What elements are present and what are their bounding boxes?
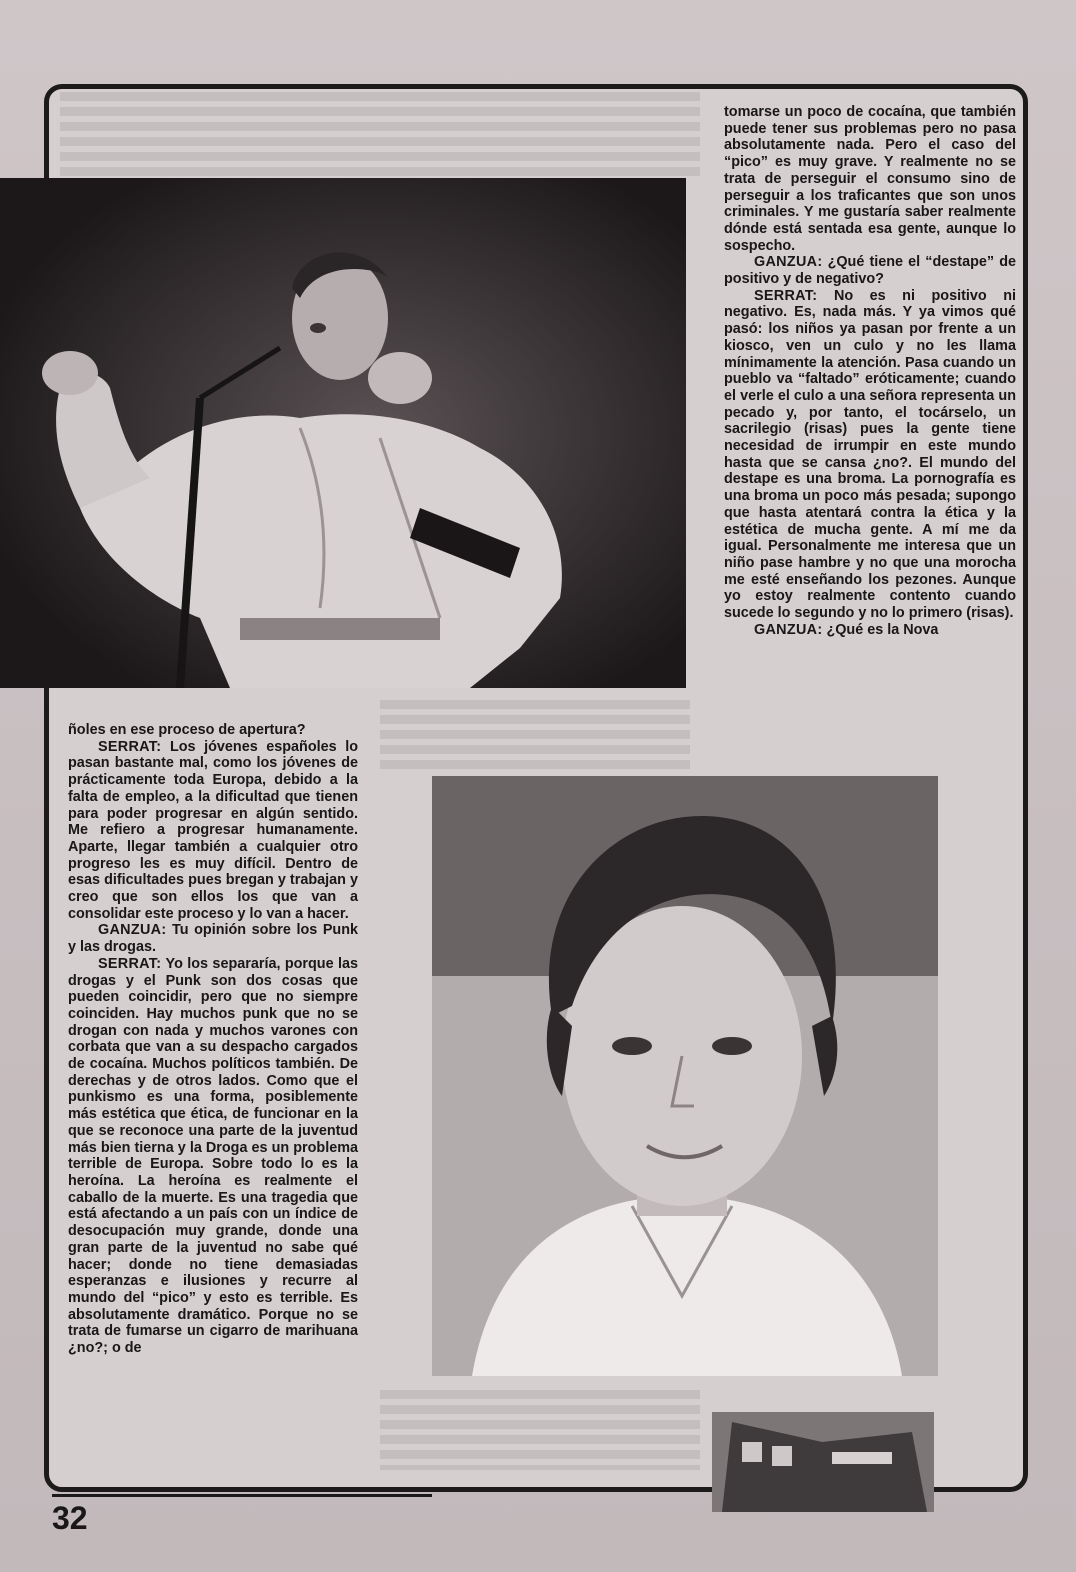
speaker-label: SERRAT: bbox=[754, 287, 818, 304]
left-column-text bbox=[68, 722, 358, 1357]
bleed-through-texture-3 bbox=[380, 1390, 700, 1470]
speaker-label: SERRAT: bbox=[98, 955, 162, 972]
paragraph bbox=[68, 722, 358, 739]
speaker-label: GANZUA: bbox=[98, 922, 167, 939]
paragraph bbox=[68, 739, 358, 923]
paragraph bbox=[724, 288, 1016, 622]
photo-performer-illustration bbox=[0, 178, 686, 688]
paragraph-text: ñoles en ese proceso de apertura? bbox=[68, 722, 306, 738]
paragraph-text: Tu opinión sobre los Punk y las drogas. bbox=[68, 922, 358, 956]
page-number: 32 bbox=[52, 1500, 88, 1536]
paragraph-text: tomarse un poco de cocaína, que también puede tener sus problemas pero no pasa absolutamente nada. Pero el caso del “pico” es muy grave. Y realmente no se trata de perseguir el consumo sino de perseguir a los traficantes que son unos criminales. Y me gustaría saber realmente dónde está sentada esa gente, aunque lo sospecho. bbox=[724, 104, 1016, 254]
paragraph-text: ¿Qué es la Nova bbox=[826, 621, 939, 638]
paragraph bbox=[724, 254, 1016, 287]
speaker-label: GANZUA: bbox=[754, 621, 823, 638]
paragraph-text: Yo los separaría, porque las drogas y el Punk son dos cosas que pueden coincidir, pero que no siempre coinciden. Hay muchos punk que no se drogan con nada y muchos varones con corbata que van a su despacho cargados de cocaína. Muchos políticos también. De derechas y de otros lados. Como que el punkismo es una forma, posiblemente más estética que ética, de funcionar en la que se reconoce una parte de la juventud más bien tierna y la Droga es un problema terrible de Europa. Sobre todo lo es la heroína. La heroína es realmente el caballo de la muerte. Es una tragedia que está afectando a un país con un índice de desocupación muy grande, donde una gran parte de la juventud no sabe qué hacer; donde no tiene demasiadas esperanzas e ilusiones y recurre al mundo del “pico” y esto es terrible. Es absolutamente dramático. Porque no se trata de fumarse un cigarro de marihuana ¿no?; o de bbox=[68, 955, 358, 1357]
paragraph-text: Los jóvenes españoles lo pasan bastante mal, como los jóvenes de prácticamente toda Europa, debido a la falta de empleo, a la dificultad que tienen para poder progresar en algún sentido. Me refiero a progresar humanamente. Aparte, llegar también a cualquier otro progreso les es muy difícil. Dentro de esas dificultades pues bregan y trabajan y creo que son ellos los que van a consolidar este proceso y lo van a hacer. bbox=[68, 738, 358, 922]
photo-building-crop bbox=[712, 1412, 934, 1512]
photo-portrait-illustration bbox=[432, 776, 938, 1376]
paragraph bbox=[68, 956, 358, 1357]
photo-building-illustration bbox=[712, 1412, 934, 1512]
speaker-label: SERRAT: bbox=[98, 738, 162, 755]
right-column-text bbox=[724, 104, 1016, 639]
paragraph bbox=[724, 622, 1016, 639]
bleed-through-texture bbox=[60, 92, 700, 176]
paragraph-text: ¿Qué tiene el “destape” de positivo y de negativo? bbox=[724, 254, 1016, 288]
paragraph bbox=[68, 922, 358, 955]
photo-performer-on-stage bbox=[0, 178, 686, 688]
paragraph bbox=[724, 104, 1016, 254]
bleed-through-texture-2 bbox=[380, 700, 690, 770]
paragraph-text: No es ni positivo ni negativo. Es, nada más. Y ya vimos qué pasó: los niños ya pasan por frente a un kiosco, ven un culo y no les llama mínimamente la atención. Pasa cuando un pueblo va “faltado” eróticamente; cuando el verle el culo a una señora representa un pecado y, por tanto, el tocárselo, un sacrilegio (risas) pues la gente tiene necesidad de irrumpir en este mundo hasta que se cansa ¿no?. El mundo del destape es una broma. La pornografía es una broma un poco más pesada; supongo que hasta atentará contra la ética y la estética de mucha gente. A mí me da igual. Personalmente me interesa que un niño pase hambre y no que una morocha me esté enseñando los pezones. Aunque yo estoy realmente contento cuando sucede lo segundo y no lo primero (risas). bbox=[724, 287, 1016, 622]
photo-portrait bbox=[432, 776, 938, 1376]
speaker-label: GANZUA: bbox=[754, 254, 823, 271]
bottom-rule bbox=[52, 1494, 432, 1497]
